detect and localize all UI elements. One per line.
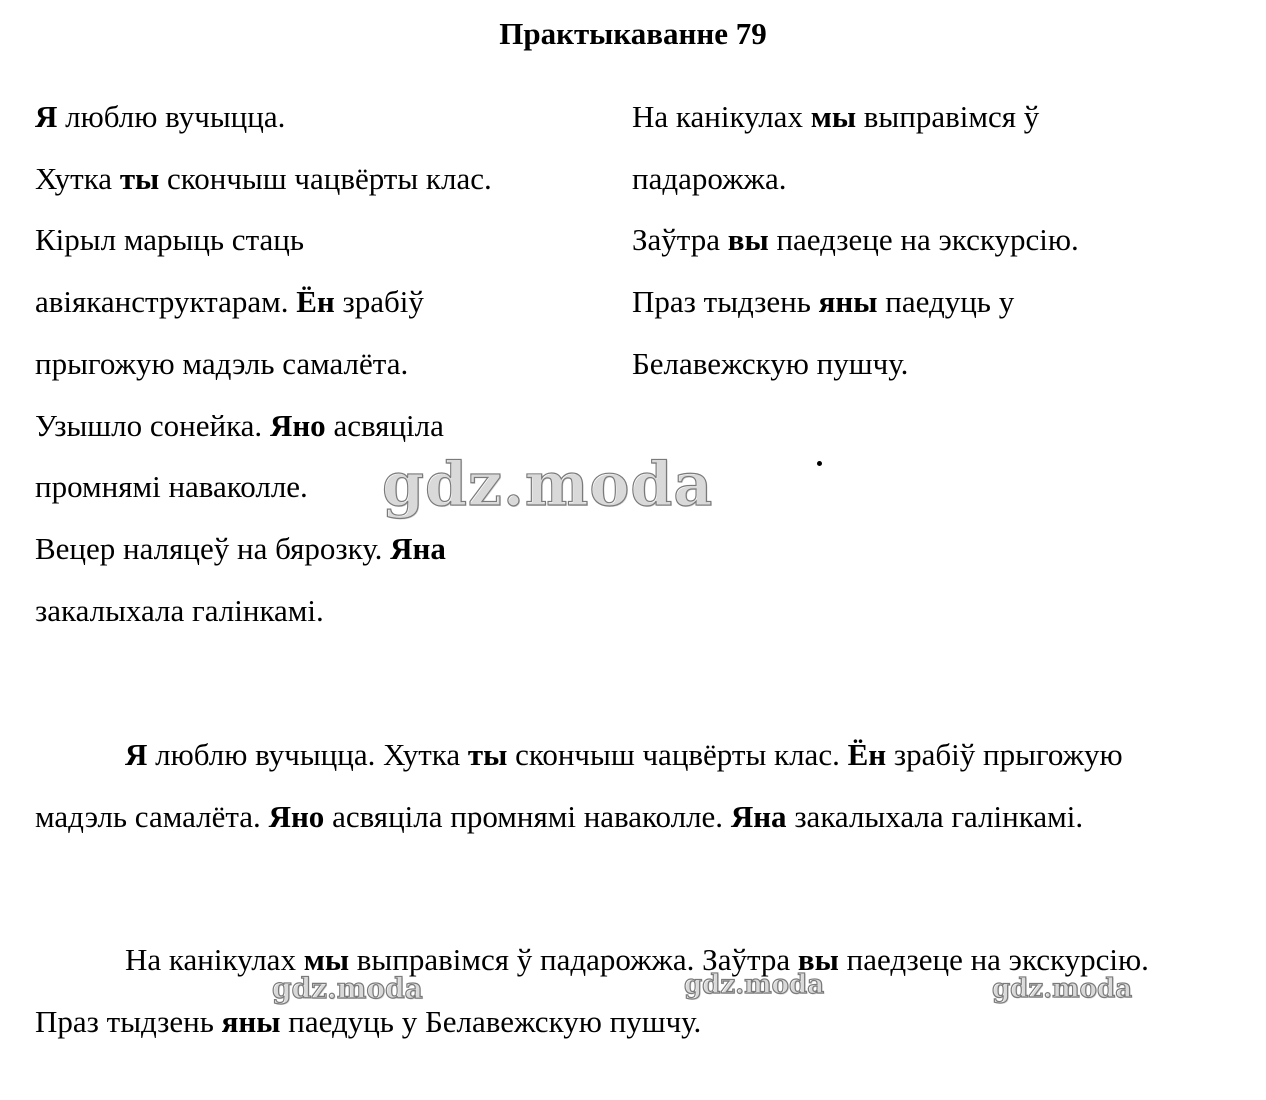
exercise-title: Практыкаванне 79 [499,16,767,51]
text-run: падарожжа. [632,160,787,196]
pronoun-bold: вы [727,222,769,258]
pronoun-bold: Яна [390,530,446,566]
text-run: Хутка [35,160,120,196]
pronoun-bold: мы [303,942,350,977]
text-run: Вецер наляцеў на бярозку. [35,530,391,566]
text-run: выправімся ў [856,99,1040,134]
text-run: Праз тыдзень [632,284,819,320]
answer-paragraph-1 [35,724,1175,848]
text-run: зрабіў [334,284,424,320]
text-run: паедуць у [877,284,1015,320]
text-run: зрабіў прыгожую мадэль самалёта. [35,737,1123,834]
text-run: люблю вучыцца. Хутка [147,737,468,772]
text-run: выправімся ў падарожжа. Заўтра [349,942,798,977]
stray-dot [817,461,822,466]
text-run: промнямі наваколле. [35,469,308,505]
pronoun-bold: Яно [269,407,326,443]
right-column-sentences [632,86,1212,395]
text-run: паедзеце на экскурсію. Праз тыдзень [35,942,1149,1039]
text-run: закалыхала галінкамі. [786,799,1084,834]
watermark-small-2: gdz.moda [684,970,825,1000]
text-run: скончыш чацвёрты клас. [159,160,492,196]
text-run: На канікулах [125,942,304,977]
text-run: Белавежскую пушчу. [632,345,909,381]
sentence-line [632,333,1212,395]
sentence-line [632,209,1212,271]
text-run: скончыш чацвёрты клас. [507,737,848,772]
sentence-line [35,580,595,642]
text-run: асвяціла [325,407,444,443]
pronoun-bold: вы [797,942,839,977]
sentence-line [632,86,1212,148]
text-run: закалыхала галінкамі. [35,592,324,628]
pronoun-bold: ты [467,737,508,772]
text-run: Заўтра [632,222,728,258]
pronoun-bold: мы [810,99,857,134]
sentence-line [35,333,595,395]
text-run: паедуць у Белавежскую пушчу. [280,1004,702,1039]
sentence-line [35,518,595,580]
pronoun-bold: ты [119,160,160,196]
text-run: паедзеце на экскурсію. [768,222,1079,258]
text-run: Узышло сонейка. [35,407,270,443]
pronoun-bold: яны [818,284,878,320]
pronoun-bold: яны [221,1004,281,1039]
text-run: На канікулах [632,99,811,134]
pronoun-bold: Яно [268,799,325,834]
sentence-line [35,395,595,457]
sentence-line [35,148,595,210]
sentence-line [35,209,595,271]
left-column-sentences [35,86,595,641]
pronoun-bold: Ён [296,284,335,320]
text-run: Кірыл марыць стаць [35,222,304,258]
pronoun-bold: Яна [730,799,787,834]
pronoun-bold: Я [35,99,58,134]
sentence-line [632,148,1212,210]
pronoun-bold: Я [125,737,148,772]
watermark-main: gdz.moda [382,450,714,520]
sentence-line [35,86,595,148]
watermark-small-1: gdz.moda [272,972,423,1005]
text-run: прыгожую мадэль самалёта. [35,345,409,381]
text-run: асвяціла промнямі наваколле. [324,799,731,834]
sentence-line [35,271,595,333]
pronoun-bold: Ён [847,737,887,772]
text-run: люблю вучыцца. [57,99,286,134]
text-run: авіяканструктарам. [35,284,297,320]
sentence-line [632,271,1212,333]
watermark-small-3: gdz.moda [992,974,1133,1004]
